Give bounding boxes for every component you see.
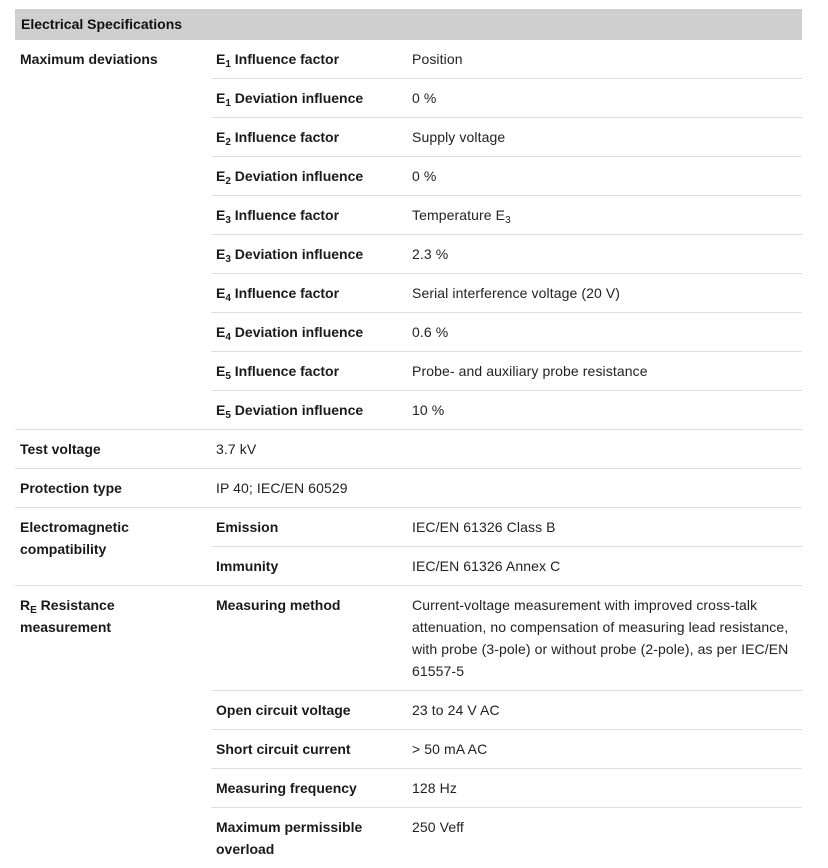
param-value: Position (407, 40, 802, 79)
table-row (15, 586, 802, 691)
table-row (15, 508, 802, 547)
param-value: 0 % (407, 79, 802, 118)
param-value: Current-voltage measurement with improved cross-talk attenuation, no compensation of measuring lead resistance, with probe (3-pole) or without probe (2-pole), as per IEC/EN 61557-5 (407, 586, 802, 691)
param-label: $E_5$ Deviation influence (211, 391, 407, 430)
param-value: IP 40; IEC/EN 60529 (211, 469, 802, 508)
param-label: Immunity (211, 547, 407, 586)
group-label-test-voltage: Test voltage (15, 430, 211, 469)
specs-container (15, 9, 802, 868)
param-label: Measuring frequency (211, 769, 407, 808)
param-label: $E_5$ Influence factor (211, 352, 407, 391)
group-label-max-deviations: Maximum deviations (15, 40, 211, 430)
param-value: 128 Hz (407, 769, 802, 808)
param-label: $E_2$ Influence factor (211, 118, 407, 157)
section-title: Electrical Specifications (15, 9, 802, 40)
param-value: IEC/EN 61326 Annex C (407, 547, 802, 586)
param-label: $E_3$ Deviation influence (211, 235, 407, 274)
param-label: Open circuit voltage (211, 691, 407, 730)
table-row (15, 430, 802, 469)
group-label-re-resistance: $R_E$ Resistance measurement (15, 586, 211, 868)
group-label-protection-type: Protection type (15, 469, 211, 508)
param-label: $E_1$ Influence factor (211, 40, 407, 79)
param-value: IEC/EN 61326 Class B (407, 508, 802, 547)
param-label: $E_2$ Deviation influence (211, 157, 407, 196)
table-row (15, 469, 802, 508)
param-label: Maximum permissible overload (211, 808, 407, 868)
param-label: Emission (211, 508, 407, 547)
specs-table (15, 40, 802, 868)
param-label: $E_4$ Deviation influence (211, 313, 407, 352)
param-value: 10 % (407, 391, 802, 430)
param-value: Serial interference voltage (20 V) (407, 274, 802, 313)
param-value: 0.6 % (407, 313, 802, 352)
param-value: > 50 mA AC (407, 730, 802, 769)
param-value: 2.3 % (407, 235, 802, 274)
param-value: 0 % (407, 157, 802, 196)
table-row (15, 40, 802, 79)
param-label: Measuring method (211, 586, 407, 691)
param-value: Probe- and auxiliary probe resistance (407, 352, 802, 391)
param-value: 23 to 24 V AC (407, 691, 802, 730)
param-value: Supply voltage (407, 118, 802, 157)
param-label: $E_4$ Influence factor (211, 274, 407, 313)
param-label: Short circuit current (211, 730, 407, 769)
param-value: Temperature $E_3$ (407, 196, 802, 235)
group-label-emc: Electromagnetic compatibility (15, 508, 211, 586)
param-label: $E_1$ Deviation influence (211, 79, 407, 118)
param-value: 3.7 kV (211, 430, 802, 469)
param-label: $E_3$ Influence factor (211, 196, 407, 235)
param-value: 250 Veff (407, 808, 802, 868)
